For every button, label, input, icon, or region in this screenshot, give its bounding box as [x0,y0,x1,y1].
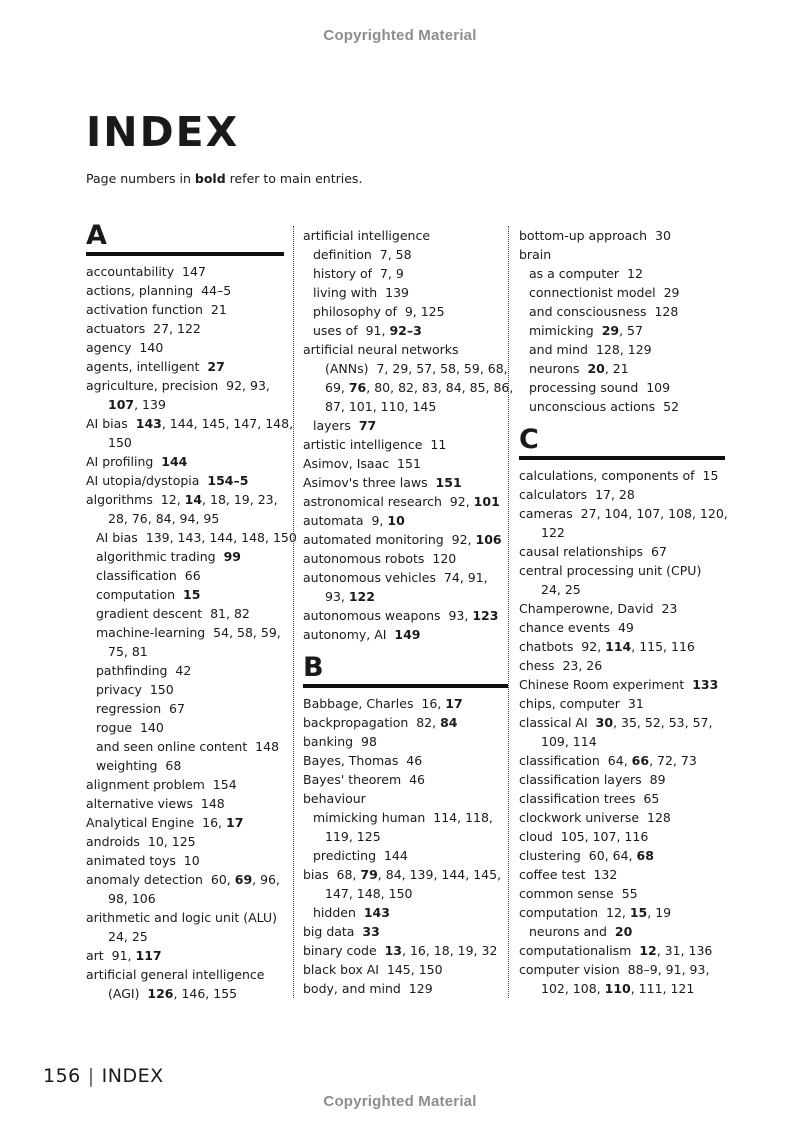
index-entry: neurons and 20 [529,924,633,939]
index-entry: calculators 17, 28 [519,487,635,502]
page-title: INDEX [86,108,240,156]
index-entry: big data 33 [303,924,380,939]
index-entry: Asimov, Isaac 151 [303,456,421,471]
index-entry: predicting 144 [313,848,408,863]
index-entry: classification 64, 66, 72, 73 [519,753,697,768]
index-entry: common sense 55 [519,886,638,901]
index-entry: binary code 13, 16, 18, 19, 32 [303,943,498,958]
index-entry: alignment problem 154 [86,777,237,792]
index-entry: artificial intelligence [303,228,431,243]
index-entry: art 91, 117 [86,948,162,963]
section-letter-c: C [519,422,725,460]
index-column-1 [86,218,297,1003]
index-entry: black box AI 145, 150 [303,962,443,977]
index-entry: backpropagation 82, 84 [303,715,458,730]
index-entry: autonomy, AI 149 [303,627,421,642]
index-entry: and consciousness 128 [529,304,679,319]
index-entry: behaviour [303,791,366,806]
index-entry: chess 23, 26 [519,658,603,673]
folio-separator: | [87,1065,95,1087]
index-entry: 147, 148, 150 [325,886,413,901]
index-entry: actions, planning 44–5 [86,283,232,298]
index-entry: classification 66 [96,568,201,583]
intro-text-start: Page numbers in [86,171,195,186]
index-entry: classification trees 65 [519,791,660,806]
index-entry: regression 67 [96,701,185,716]
index-entry: history of 7, 9 [313,266,404,281]
intro-bold-word: bold [194,171,226,186]
index-entry: causal relationships 67 [519,544,667,559]
page-number: 156 [43,1065,81,1087]
index-entry: living with 139 [313,285,409,300]
index-entry: coffee test 132 [519,867,618,882]
index-entry: gradient descent 81, 82 [96,606,250,621]
index-entry: calculations, components of 15 [519,468,719,483]
index-entry: banking 98 [303,734,377,749]
index-entry: algorithms 12, 14, 18, 19, 23, [86,492,278,507]
index-entry: AI profiling 144 [86,454,188,469]
index-entry: weighting 68 [96,758,182,773]
index-entry: machine-learning 54, 58, 59, [96,625,281,640]
index-entry: 69, 76, 80, 82, 83, 84, 85, 86, [325,380,514,395]
index-entry: automata 9, 10 [303,513,405,528]
index-entry: Bayes, Thomas 46 [303,753,423,768]
index-entry: 28, 76, 84, 94, 95 [108,511,220,526]
index-entry: accountability 147 [86,264,206,279]
index-entry: astronomical research 92, 101 [303,494,500,509]
index-entry: body, and mind 129 [303,981,433,996]
watermark-top: Copyrighted Material [323,27,477,44]
index-entry: 119, 125 [325,829,381,844]
page-folio [43,1065,164,1087]
index-entry: AI bias 143, 144, 145, 147, 148, [86,416,294,431]
index-entry: agriculture, precision 92, 93, [86,378,270,393]
index-entry: anomaly detection 60, 69, 96, [86,872,280,887]
index-entry: 87, 101, 110, 145 [325,399,437,414]
index-entry: mimicking human 114, 118, [313,810,493,825]
index-column-2 [293,226,514,998]
index-entry: (ANNs) 7, 29, 57, 58, 59, 68, [325,361,508,376]
index-entry: AI utopia/dystopia 154–5 [86,473,249,488]
index-entry: processing sound 109 [529,380,671,395]
intro-text-end: refer to main entries. [225,171,363,186]
index-entry: cameras 27, 104, 107, 108, 120, [519,506,728,521]
index-entry: hidden 143 [313,905,390,920]
watermark-bottom: Copyrighted Material [323,1093,477,1110]
index-entry: 122 [541,525,565,540]
section-letter-a: A [86,218,284,256]
index-entry: 93, 122 [325,589,375,604]
index-entry: philosophy of 9, 125 [313,304,445,319]
index-entry: automated monitoring 92, 106 [303,532,502,547]
index-entry: animated toys 10 [86,853,200,868]
index-entry: mimicking 29, 57 [529,323,643,338]
index-entry: brain [519,247,552,262]
index-entry: definition 7, 58 [313,247,412,262]
index-entry: artificial general intelligence [86,967,265,982]
index-entry: computer vision 88–9, 91, 93, [519,962,710,977]
index-entry: computation 15 [96,587,201,602]
index-entry: privacy 150 [96,682,174,697]
index-entry: 24, 25 [108,929,148,944]
index-entry: Asimov's three laws 151 [303,475,462,490]
index-entry: clustering 60, 64, 68 [519,848,654,863]
index-entry: artificial neural networks [303,342,459,357]
index-entry: classification layers 89 [519,772,666,787]
index-entry: arithmetic and logic unit (ALU) [86,910,278,925]
index-entry: layers 77 [313,418,377,433]
index-entry: Champerowne, David 23 [519,601,678,616]
index-entry: actuators 27, 122 [86,321,201,336]
index-entry: Analytical Engine 16, 17 [86,815,244,830]
index-entry: unconscious actions 52 [529,399,680,414]
index-entry: bottom-up approach 30 [519,228,671,243]
index-entry: central processing unit (CPU) [519,563,702,578]
index-entry: uses of 91, 92–3 [313,323,422,338]
index-entry: and mind 128, 129 [529,342,652,357]
index-entry: rogue 140 [96,720,164,735]
index-entry: androids 10, 125 [86,834,196,849]
index-entry: bias 68, 79, 84, 139, 144, 145, [303,867,502,882]
index-entry: computationalism 12, 31, 136 [519,943,713,958]
index-entry: pathfinding 42 [96,663,192,678]
index-entry: Babbage, Charles 16, 17 [303,696,463,711]
index-entry: and seen online content 148 [96,739,280,754]
index-entry: AI bias 139, 143, 144, 148, 150 [96,530,297,545]
index-entry: connectionist model 29 [529,285,680,300]
index-entry: alternative views 148 [86,796,225,811]
index-entry: 150 [108,435,132,450]
index-entry: chips, computer 31 [519,696,644,711]
index-entry: clockwork universe 128 [519,810,671,825]
index-entry: autonomous weapons 93, 123 [303,608,499,623]
index-entry: 75, 81 [108,644,148,659]
index-entry: 24, 25 [541,582,581,597]
index-column-3 [508,226,728,998]
intro-note [86,171,362,186]
index-entry: 98, 106 [108,891,156,906]
index-entry: artistic intelligence 11 [303,437,447,452]
index-entry: autonomous robots 120 [303,551,457,566]
index-entry: (AGI) 126, 146, 155 [108,986,238,1001]
index-entry: 107, 139 [108,397,166,412]
index-entry: neurons 20, 21 [529,361,629,376]
index-entry: 102, 108, 110, 111, 121 [541,981,695,996]
index-entry: agency 140 [86,340,164,355]
index-entry: activation function 21 [86,302,227,317]
index-entry: as a computer 12 [529,266,643,281]
index-entry: Chinese Room experiment 133 [519,677,719,692]
index-entry: computation 12, 15, 19 [519,905,672,920]
index-entry: cloud 105, 107, 116 [519,829,649,844]
index-entry: autonomous vehicles 74, 91, [303,570,488,585]
index-entry: 109, 114 [541,734,597,749]
index-entry: chance events 49 [519,620,634,635]
index-entry: algorithmic trading 99 [96,549,241,564]
folio-label: INDEX [101,1065,164,1087]
index-entry: chatbots 92, 114, 115, 116 [519,639,695,654]
section-letter-b: B [303,650,508,688]
index-entry: agents, intelligent 27 [86,359,225,374]
index-entry: classical AI 30, 35, 52, 53, 57, [519,715,713,730]
index-entry: Bayes' theorem 46 [303,772,425,787]
